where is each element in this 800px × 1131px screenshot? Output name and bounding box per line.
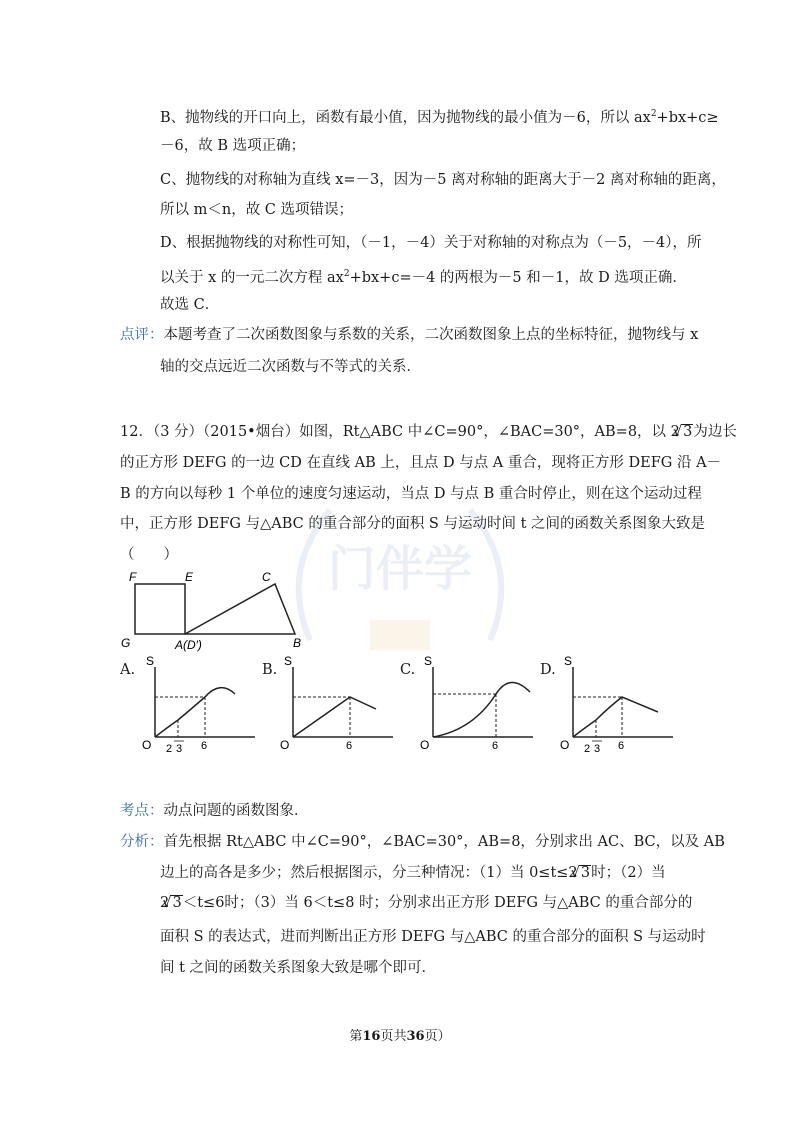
label-a: A(D′) <box>175 638 202 652</box>
svg-text:O: O <box>142 738 152 752</box>
question-line2: 的正方形 DEFG 的一边 CD 在直线 AB 上，且点 D 与点 A 重合，现将正方形 DEFG 沿 A－ <box>120 455 722 471</box>
total-pages: 36 <box>406 1029 425 1044</box>
svg-text:O: O <box>280 738 290 752</box>
svg-text:6: 6 <box>201 740 208 752</box>
comment-line2: 轴的交点远近二次函数与不等式的关系． <box>160 359 421 375</box>
svg-text:2: 2 <box>584 743 591 755</box>
fenxi-label: 分析： <box>120 834 164 850</box>
square-defg <box>135 584 185 634</box>
label-c: C <box>262 570 271 584</box>
option-d-graph[interactable] <box>558 652 683 762</box>
solution-c-line1: C、抛物线的对称轴为直线 x=－3，因为－5 离对称轴的距离大于－2 离对称轴的距离， <box>160 172 726 188</box>
fenxi-line4: 面积 S 的表达式，进而判断出正方形 DEFG 与△ABC 的重合部分的面积 S 与运动时 <box>160 929 706 945</box>
label-g: G <box>121 636 131 650</box>
solution-c-line2: 所以 m＜n，故 C 选项错误； <box>160 202 354 218</box>
option-c-letter[interactable]: C. <box>400 662 416 678</box>
svg-text:O: O <box>420 738 430 752</box>
solution-d-line2: 以关于 x 的一元二次方程 $ax^2+bx+c=-4$ 的两根为－5 和－1，故 D 选项正确． <box>160 269 687 286</box>
svg-text:S: S <box>564 654 573 668</box>
fenxi-line3: 2√ 3＜t≤6时；（3）当 6＜t≤8 时；分别求出正方形 DEFG 与△ABC 的重合部分的 <box>160 893 692 913</box>
svg-text:S: S <box>146 654 155 668</box>
svg-text:6: 6 <box>492 740 499 752</box>
kaodian-line: 考点：动点问题的函数图象． <box>120 803 309 819</box>
current-page: 16 <box>362 1029 381 1044</box>
svg-text:S: S <box>284 654 293 668</box>
svg-text:O: O <box>560 738 570 752</box>
solution-d-line1: D、根据抛物线的对称性可知，（－1，－4）关于对称轴的对称点为（－5，－4），所 <box>160 235 702 251</box>
geometry-figure <box>115 565 315 655</box>
svg-text:3: 3 <box>594 743 601 755</box>
page-footer: 第16页共36页） <box>349 1029 451 1044</box>
question-line1: 12．（3 分）（2015•烟台）如图，Rt△ABC 中∠C=90°，∠BAC=30°，AB=8，以 2√ 3为边长 <box>120 422 737 442</box>
solution-b-line2: －6，故 B 选项正确； <box>160 138 306 154</box>
label-e: E <box>185 570 194 584</box>
comment-label: 点评： <box>120 327 164 343</box>
option-d-letter[interactable]: D. <box>540 662 556 678</box>
label-f: F <box>129 570 137 584</box>
svg-text:2: 2 <box>166 743 173 755</box>
svg-text:S: S <box>424 654 433 668</box>
option-a-graph[interactable] <box>140 652 265 762</box>
question-line3: B 的方向以每秒 1 个单位的速度匀速运动，当点 D 与点 B 重合时停止，则在这个运动过程 <box>120 486 702 502</box>
triangle-abc <box>185 584 295 634</box>
choice-line: 故选 C． <box>160 297 220 313</box>
label-b: B <box>293 636 302 650</box>
fenxi-line1: 分析：首先根据 Rt△ABC 中∠C=90°，∠BAC=30°，AB=8，分别求出 AC、BC，以及 AB <box>120 834 725 850</box>
fenxi-line2: 边上的高各是多少；然后根据图示，分三种情况：（1）当 0≤t≤2√ 3时；（2）当 <box>160 863 666 883</box>
option-b-graph[interactable] <box>278 652 403 762</box>
svg-text:3: 3 <box>176 743 183 755</box>
option-a-curve <box>155 688 235 737</box>
watermark-text: 门伴学 <box>327 543 473 596</box>
option-c-graph[interactable] <box>418 652 543 762</box>
svg-text:6: 6 <box>618 740 625 752</box>
question-line4: 中，正方形 DEFG 与△ABC 的重合部分的面积 S 与运动时间 t 之间的函数关系图象大致是 <box>120 516 706 532</box>
solution-b-line1: B、抛物线的开口向上，函数有最小值，因为抛物线的最小值为－6，所以 $ax^2+bx+c\ge$ <box>160 109 719 126</box>
option-b-curve <box>293 697 376 737</box>
option-c-curve <box>433 682 530 737</box>
svg-text:6: 6 <box>346 740 353 752</box>
comment-line1: 点评：本题考查了二次函数图象与系数的关系，二次函数图象上点的坐标特征，抛物线与 x <box>120 327 699 343</box>
option-d-curve <box>573 697 658 737</box>
kaodian-label: 考点： <box>120 803 164 819</box>
option-b-letter[interactable]: B. <box>262 662 278 678</box>
option-a-letter[interactable]: A. <box>120 662 136 678</box>
fenxi-line5: 间 t 之间的函数关系图象大致是哪个即可． <box>160 960 437 976</box>
question-line5: （ ） <box>120 547 178 563</box>
